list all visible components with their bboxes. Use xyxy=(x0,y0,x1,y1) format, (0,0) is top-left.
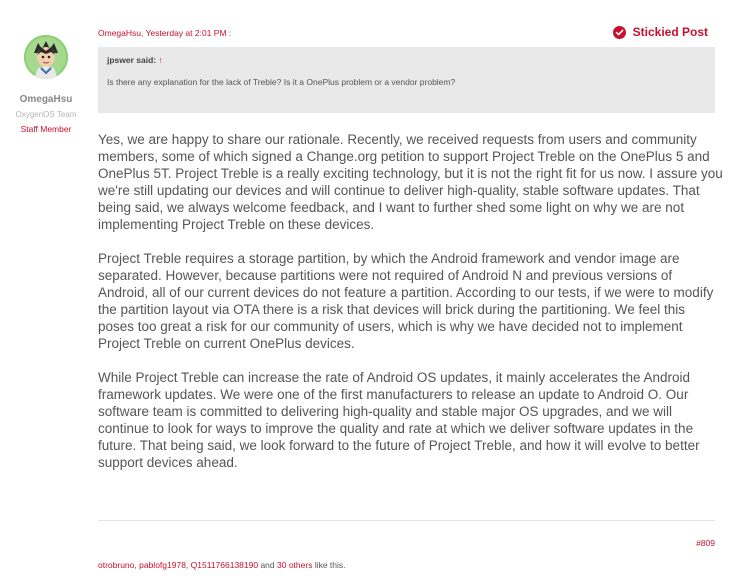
quote-attribution xyxy=(107,55,163,65)
post-author-link[interactable]: OmegaHsu xyxy=(98,28,141,38)
like-others-link[interactable]: 30 others xyxy=(277,560,313,570)
post-body xyxy=(98,131,723,488)
body-paragraph: While Project Treble can increase the rate of Android OS updates, it mainly accelerates the Android framework updates. We were one of the first manufacturers to release an update to Android O. Our software team is committed to delivering high-quality and stable major OS upgrades, and we will continue to look for ways to improve the quality and rate at which we deliver software updates in the future. That being said, we look forward to the future of Project Treble, and how it will evolve to better support devices ahead. xyxy=(98,370,700,470)
stickied-label: Stickied Post xyxy=(632,25,708,39)
post-permalink[interactable]: #809 xyxy=(696,538,715,548)
body-paragraph: Yes, we are happy to share our rationale. Recently, we received requests from users and community members, some of which signed a Change.org petition to support Project Treble on the OnePlus 5 and OnePlus 5T. Project Treble is a really exciting technology, but it is not the right fit for us now. I assure you we're still updating our devices and will continue to deliver high-quality, stable software updates. That being said, we always welcome feedback, and I want to further shed some light on why we are not implementing Project Treble on these devices. xyxy=(98,132,723,232)
post-divider xyxy=(98,520,715,521)
quote-text: Is there any explanation for the lack of Treble? Is it a OnePlus problem or a vendor problem? xyxy=(107,77,456,87)
stickied-badge xyxy=(613,25,708,39)
quote-author[interactable]: jpswer said: xyxy=(107,55,157,65)
post-meta: OmegaHsu, Yesterday at 2:01 PM : xyxy=(98,28,232,38)
quote-block xyxy=(98,47,715,113)
like-user-link[interactable]: otrobruno xyxy=(98,560,135,570)
author-title: OxygenOS Team xyxy=(15,110,77,119)
like-user-link[interactable]: pablofg1978 xyxy=(139,560,186,570)
check-circle-icon xyxy=(613,26,626,39)
author-role: Staff Member xyxy=(20,124,72,134)
post-timestamp[interactable]: Yesterday at 2:01 PM xyxy=(145,28,227,38)
anime-character-avatar-icon xyxy=(24,35,68,79)
avatar[interactable] xyxy=(24,35,68,79)
author-username[interactable]: OmegaHsu xyxy=(19,94,73,105)
jump-to-quote-icon[interactable]: ↑ xyxy=(158,55,163,65)
post-meta-trailing: : xyxy=(228,28,232,38)
like-user-link[interactable]: Q1511766138190 xyxy=(190,560,259,570)
likes-summary: otrobruno, pablofg1978, Q1511766138190 and 30 others like this. xyxy=(98,560,346,570)
body-paragraph: Project Treble requires a storage partition, by which the Android framework and vendor image are separated. However, because partitions were not required of Android N and previous versions of Android, all of our current devices do not feature a partition. According to our tests, if we were to modify the partition layout via OTA there is a risk that devices will brick during the partitioning. We feel this poses too great a risk for our community of users, which is why we have decided not to implement Project Treble on current OnePlus devices. xyxy=(98,251,714,351)
